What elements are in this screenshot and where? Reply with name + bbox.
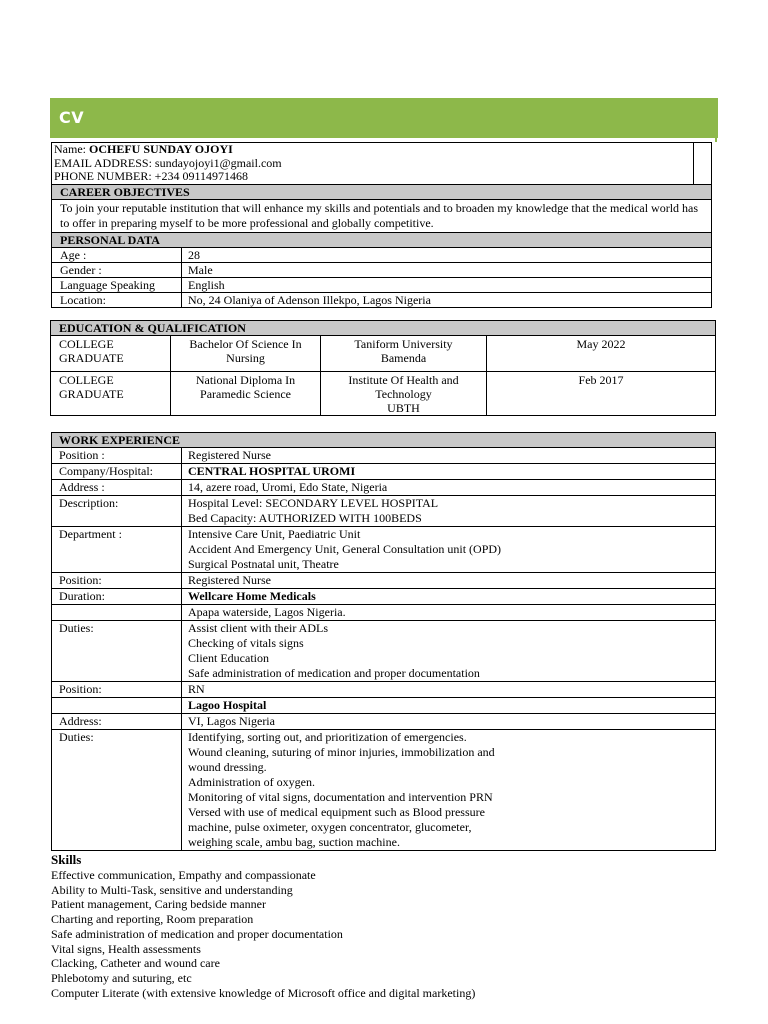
skill-item: Phlebotomy and suturing, etc [51,970,192,985]
work-value-line: RN [188,682,205,696]
career-text-row [52,199,712,232]
personal-row [52,277,712,292]
skills-section [51,852,731,1000]
education-institution [321,372,487,416]
education-institution-line: Taniform University [354,337,453,351]
work-heading: WORK EXPERIENCE [52,433,716,448]
work-value-line: Identifying, sorting out, and prioritization of emergencies. [188,730,467,744]
work-value-line: Checking of vitals signs [188,636,304,650]
education-course-line: Nursing [226,351,265,365]
work-label: Duties: [52,730,182,851]
work-label: Address : [52,480,182,496]
education-institution-line: UBTH [387,401,420,415]
education-header-row [51,321,716,336]
work-label: Duties: [52,621,182,682]
education-level-line: COLLEGE [59,337,114,351]
personal-value: Male [182,262,712,277]
work-value-line: 14, azere road, Uromi, Edo State, Nigeria [188,480,388,494]
work-value [182,621,716,682]
work-row [52,682,716,698]
work-value-line: Wellcare Home Medicals [188,589,316,603]
work-value [182,682,716,698]
work-value [182,496,716,527]
candidate-name: OCHEFU SUNDAY OJOYI [89,142,233,156]
work-label [52,605,182,621]
work-row [52,589,716,605]
education-row [51,336,716,372]
skill-item: Patient management, Caring bedside manner [51,897,266,912]
personal-label: Age : [52,247,182,262]
work-label: Description: [52,496,182,527]
work-value-line: Bed Capacity: AUTHORIZED WITH 100BEDS [188,511,422,525]
work-row [52,464,716,480]
skill-item: Safe administration of medication and proper documentation [51,926,343,941]
work-row [52,573,716,589]
personal-label: Gender : [52,262,182,277]
personal-table [51,142,712,308]
skill-item: Computer Literate (with extensive knowledge of Microsoft office and digital marketing) [51,985,476,1000]
career-text: To join your reputable institution that will enhance my skills and potentials and to broaden my knowledge that the medical world has to offer in preparing myself to be more professional and globally competitive. [52,199,712,232]
work-value-line: Apapa waterside, Lagos Nigeria. [188,605,346,619]
education-course [171,336,321,372]
work-row [52,527,716,573]
work-value-line: wound dressing. [188,760,267,774]
skill-item: Charting and reporting, Room preparation [51,912,254,927]
work-value-line: Monitoring of vital signs, documentation and intervention PRN [188,790,493,804]
personal-heading: PERSONAL DATA [52,232,712,247]
work-value [182,464,716,480]
work-value [182,589,716,605]
work-value-line: Accident And Emergency Unit, General Consultation unit (OPD) [188,542,502,556]
work-row [52,714,716,730]
education-row [51,372,716,416]
work-value-line: Safe administration of medication and proper documentation [188,666,480,680]
work-label: Address: [52,714,182,730]
personal-value: English [182,277,712,292]
education-level-line: GRADUATE [59,387,124,401]
education-institution-line: Institute Of Health and [348,373,459,387]
education-table [50,320,716,416]
skills-heading: Skills [51,852,82,867]
education-level [51,336,171,372]
work-row [52,621,716,682]
work-label [52,698,182,714]
personal-row [52,262,712,277]
education-course-line: Paramedic Science [200,387,291,401]
education-level-line: COLLEGE [59,373,114,387]
skills-list [51,868,731,1000]
work-value [182,605,716,621]
contact-cell [52,143,694,185]
work-row [52,448,716,464]
education-course [171,372,321,416]
personal-row [52,292,712,307]
work-label: Position : [52,448,182,464]
cv-banner [50,98,718,138]
personal-value: 28 [182,247,712,262]
work-row [52,480,716,496]
work-label: Position: [52,682,182,698]
education-date: Feb 2017 [487,372,716,416]
work-value-line: Assist client with their ADLs [188,621,328,635]
work-value [182,730,716,851]
work-value [182,698,716,714]
work-value [182,480,716,496]
skill-item: Effective communication, Empathy and compassionate [51,868,316,882]
work-row [52,698,716,714]
contact-row [52,143,712,185]
skill-item: Clacking, Catheter and wound care [51,956,220,971]
work-value [182,448,716,464]
work-value-line: Intensive Care Unit, Paediatric Unit [188,527,361,541]
personal-value: No, 24 Olaniya of Adenson Illekpo, Lagos Nigeria [182,292,712,307]
work-label: Department : [52,527,182,573]
work-row [52,496,716,527]
work-table [51,432,716,851]
work-value-line: machine, pulse oximeter, oxygen concentrator, glucometer, [188,820,472,834]
banner-edge [715,138,717,142]
work-value-line: Registered Nurse [188,573,271,587]
personal-header-row [52,232,712,247]
banner-title: CV [59,108,85,127]
work-value-line: Hospital Level: SECONDARY LEVEL HOSPITAL [188,496,439,510]
work-value-line: Wound cleaning, suturing of minor injuries, immobilization and [188,745,495,759]
email-address: EMAIL ADDRESS: sundayojoyi1@gmail.com [54,155,282,170]
personal-row [52,247,712,262]
work-row [52,605,716,621]
education-course-line: Bachelor Of Science In [189,337,302,351]
work-header-row [52,433,716,448]
work-value-line: weighing scale, ambu bag, suction machine. [188,835,400,849]
work-value-line: VI, Lagos Nigeria [188,714,275,728]
work-value-line: Surgical Postnatal unit, Theatre [188,557,339,571]
work-label: Duration: [52,589,182,605]
work-value-line: Client Education [188,651,269,665]
work-value-line: Administration of oxygen. [188,775,315,789]
education-institution-line: Technology [375,387,432,401]
work-value [182,714,716,730]
personal-label: Language Speaking [52,277,182,292]
name-label: Name: [54,142,86,156]
career-header-row [52,184,712,199]
personal-label: Location: [52,292,182,307]
education-institution-line: Bamenda [380,351,427,365]
education-level [51,372,171,416]
work-row [52,730,716,851]
education-course-line: National Diploma In [195,373,296,387]
work-label: Company/Hospital: [52,464,182,480]
work-value-line: Registered Nurse [188,448,271,462]
work-value-line: CENTRAL HOSPITAL UROMI [188,464,356,478]
education-heading: EDUCATION & QUALIFICATION [51,321,716,336]
skill-item: Ability to Multi-Task, sensitive and understanding [51,882,293,897]
work-label: Position: [52,573,182,589]
phone-number: PHONE NUMBER: +234 09114971468 [54,169,248,183]
education-institution [321,336,487,372]
work-value [182,527,716,573]
education-date: May 2022 [487,336,716,372]
work-value-line: Lagoo Hospital [188,698,267,712]
work-value-line: Versed with use of medical equipment such as Blood pressure [188,805,485,819]
career-heading: CAREER OBJECTIVES [52,184,712,199]
contact-side-cell [694,143,712,185]
work-value [182,573,716,589]
skill-item: Vital signs, Health assessments [51,941,201,956]
education-level-line: GRADUATE [59,351,124,365]
